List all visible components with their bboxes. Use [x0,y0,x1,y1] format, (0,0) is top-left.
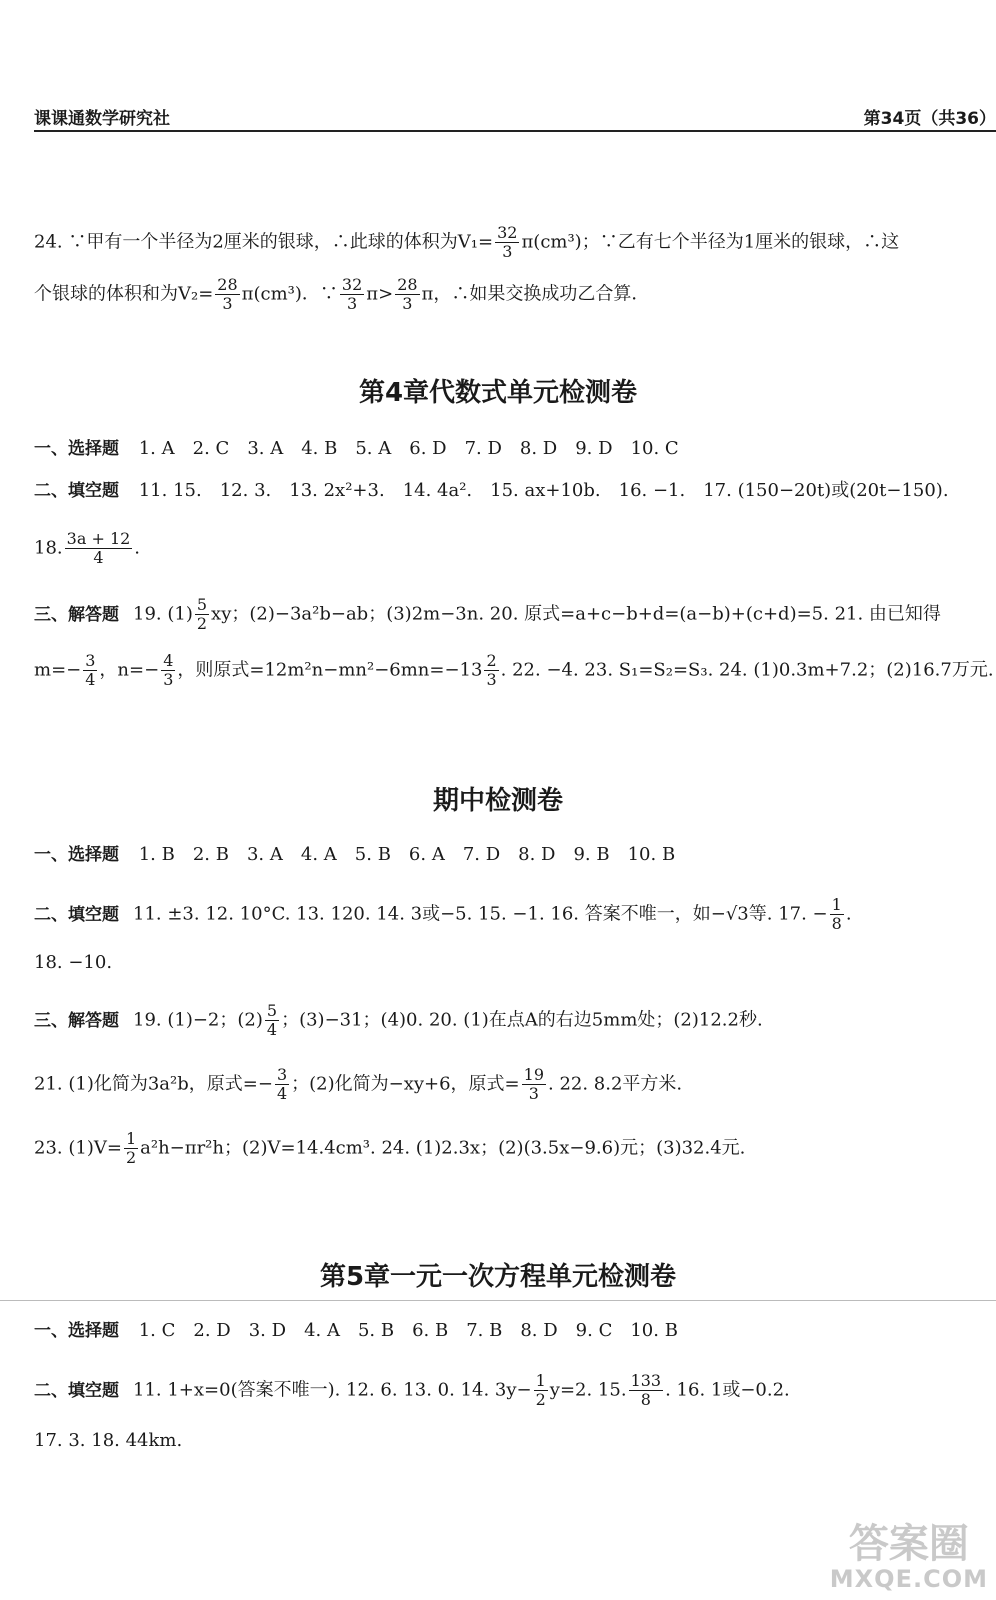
answer-item: 5. A [355,438,392,459]
fraction [215,276,239,313]
fraction [275,1066,289,1103]
q24-line2 [34,276,649,313]
q24-text: π(cm³)．∵ [241,283,338,305]
answer-item: 14. 4a². [402,480,473,501]
answer-item: 7. D [464,438,502,459]
answer-item: 16. −1. [618,480,686,501]
numerator: 5 [266,1001,278,1020]
choice-label: 一、选择题 [34,439,119,459]
answer-text: ，则原式=12m²n−mn²−6mn=−13 [177,659,483,681]
ch5-choice-row [34,1318,696,1344]
answer-item: 17. (150−20t)或(20t−150). [703,480,949,501]
numerator: 133 [630,1371,662,1390]
answer-item: 12. 3. [219,480,272,501]
publisher-name: 课课通数学研究社 [34,109,170,129]
ch4-choice-row [34,436,697,462]
solve-label: 三、解答题 [34,1010,119,1031]
answer-text: 11. 1+x=0(答案不唯一). 12. 6. 13. 0. 14. 3y− [133,1379,532,1401]
ch5-fill-row [34,1372,790,1409]
q24-text: π(cm³)；∵乙有七个半径为1厘米的银球，∴这 [521,231,900,253]
answer-item: 10. B [630,1320,678,1341]
fraction [495,224,519,261]
answer-item: 18. [34,537,63,559]
denominator: 2 [125,1148,137,1167]
fraction [484,652,498,689]
fraction [534,1372,548,1409]
denominator: 3 [528,1084,539,1103]
header-rule [34,130,996,132]
answer-item: 8. D [519,438,558,459]
mid-choice-row [34,842,693,868]
answer-item: 1. C [138,1320,176,1341]
denominator: 3 [502,242,513,261]
numerator: 3 [85,651,96,670]
numerator: 1 [831,895,842,914]
denominator: 8 [831,914,842,933]
fraction [830,896,844,933]
section-title-ch5: 第5章一元一次方程单元检测卷 [319,1262,677,1292]
answer-item: 3. D [248,1320,287,1341]
numerator: 3 [276,1065,288,1084]
answer-item: 4. B [301,438,338,459]
answer-item: 10. C [630,438,679,459]
watermark [830,1522,988,1592]
mid-solve-row1 [34,1002,763,1039]
page-number: 第34页（共36） [863,109,996,129]
denominator: 4 [266,1020,278,1039]
answer-item: 5. B [354,844,391,865]
choice-label: 一、选择题 [34,845,119,865]
answer-item: 3. A [247,438,284,459]
numerator: 1 [125,1129,137,1148]
numerator: 4 [163,651,174,670]
answer-item: 2. C [192,438,230,459]
numerator: 32 [497,223,518,242]
q24-text: 个银球的体积和为V₂= [34,283,214,305]
fraction [83,652,97,689]
answer-text: . [845,903,852,925]
answer-text: 19. (1) [133,603,193,625]
ch4-fill-row [34,478,967,504]
watermark-logo-text: 答案圈 [848,1521,969,1567]
answer-text: . 22. −4. 23. S₁=S₂=S₃. 24. (1)0.3m+7.2；(2)16.7万元. [500,659,994,681]
q24-text: π> [366,283,394,305]
fill-label: 二、填空题 [34,1380,119,1401]
numerator: 28 [397,275,418,294]
answer-text: . 22. 8.2平方米. [548,1073,683,1095]
q24-text: 24. ∵甲有一个半径为2厘米的银球，∴此球的体积为V₁= [34,231,494,253]
numerator: 2 [486,651,497,670]
denominator: 4 [93,548,104,567]
denominator: 3 [222,294,233,313]
denominator: 3 [402,294,413,313]
answer-item: 11. 15. [138,480,202,501]
answer-item: 1. B [138,844,175,865]
answer-text: 11. ±3. 12. 10°C. 13. 120. 14. 3或−5. 15. −1. 16. 答案不唯一，如−√3等. 17. − [133,903,828,925]
answer-text: . 16. 1或−0.2. [665,1379,790,1401]
mid-fill-row [34,896,852,933]
answer-item: 10. B [627,844,676,865]
answer-item: 2. D [193,1320,231,1341]
denominator: 3 [346,294,358,313]
q24-text: π，∴如果交换成功乙合算． [421,283,650,305]
answer-text: ；(3)−31；(4)0. 20. (1)在点A的右边5mm处；(2)12.2秒. [281,1009,763,1031]
answer-item: 9. D [575,438,613,459]
fraction [522,1066,546,1103]
answer-item: 9. B [573,844,610,865]
denominator: 4 [85,670,96,689]
fill-label: 二、填空题 [34,481,119,501]
answer-item: 1. A [138,438,175,459]
q24-line1 [34,224,899,261]
numerator: 19 [523,1065,544,1084]
fraction [395,276,419,313]
answer-text: y=2. 15. [549,1379,627,1401]
ch4-solve-row1 [34,596,941,633]
section-title-midterm: 期中检测卷 [432,786,563,816]
section-title-ch4: 第4章代数式单元检测卷 [358,378,638,408]
answer-item: 7. B [466,1320,503,1341]
fraction [195,596,209,633]
answer-text: ；(2)化简为−xy+6，原式= [291,1073,520,1095]
mid-q18-row: 18. −10. [34,952,113,973]
numerator: 28 [217,275,238,294]
answer-item: 7. D [462,844,501,865]
numerator: 5 [196,595,208,614]
answer-item: 4. A [304,1320,340,1341]
ch5-last-row: 17. 3. 18. 44km. [34,1430,183,1451]
mid-solve-row2 [34,1066,682,1103]
mid-solve-row3 [34,1130,745,1167]
answer-text: m=− [34,659,82,681]
answer-text: 21. (1)化简为3a²b，原式=− [34,1073,273,1095]
denominator: 8 [640,1390,651,1409]
ch4-q18-row [34,530,140,567]
answer-item: 8. D [520,1320,558,1341]
fraction [340,276,364,313]
answer-text: . [134,537,141,559]
answer-text: 23. (1)V= [34,1137,122,1159]
fraction [124,1130,138,1167]
fill-label: 二、填空题 [34,904,119,925]
ch4-solve-row2 [34,652,994,689]
denominator: 2 [535,1390,546,1409]
watermark-url: MXQE.COM [829,1565,988,1593]
page-header [34,104,996,144]
fraction [629,1372,664,1409]
answer-item: 8. D [518,844,556,865]
answer-item: 6. A [408,844,445,865]
denominator: 4 [276,1084,288,1103]
choice-label: 一、选择题 [34,1321,119,1341]
answer-text: 19. (1)−2；(2) [133,1009,263,1031]
denominator: 3 [163,670,174,689]
fraction [161,652,175,689]
denominator: 3 [486,670,497,689]
denominator: 2 [196,614,208,633]
answer-item: 4. A [300,844,337,865]
answer-item: 5. B [357,1320,395,1341]
scan-seam-line [0,1300,996,1301]
answer-item: 2. B [192,844,229,865]
fraction [265,1002,279,1039]
answer-text: a²h−πr²h；(2)V=14.4cm³. 24. (1)2.3x；(2)(3.5x−9.6)元；(3)32.4元. [140,1137,746,1159]
numerator: 3a + 12 [66,529,131,548]
answer-item: 15. ax+10b. [490,480,601,501]
solve-label: 三、解答题 [34,604,119,625]
answer-text: ，n=− [99,659,160,681]
answer-text: xy；(2)−3a²b−ab；(3)2m−3n. 20. 原式=a+c−b+d=(a−b)+(c+d)=5. 21. 由已知得 [211,603,941,625]
fraction [65,530,133,567]
answer-item: 6. B [412,1320,449,1341]
answer-item: 6. D [409,438,447,459]
answer-item: 9. C [575,1320,613,1341]
numerator: 1 [535,1371,546,1390]
answer-item: 13. 2x²+3. [289,480,385,501]
answer-item: 3. A [246,844,283,865]
numerator: 32 [341,275,363,294]
